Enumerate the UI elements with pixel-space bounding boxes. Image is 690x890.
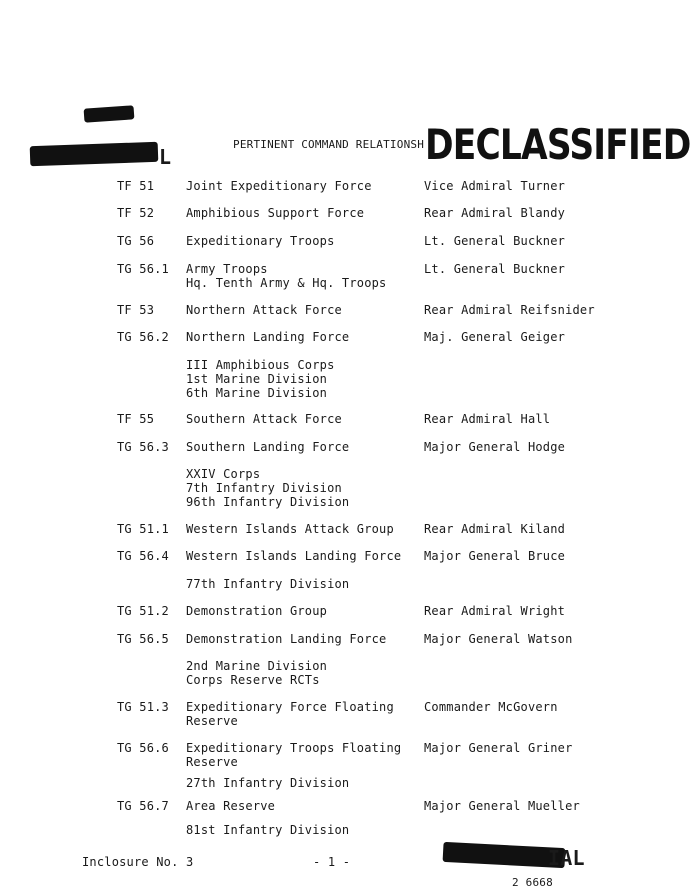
unit-name bbox=[186, 741, 401, 769]
task-code: TF 55 bbox=[117, 412, 155, 426]
unit-name bbox=[186, 206, 364, 220]
unit-line: Western Islands Landing Force bbox=[186, 549, 402, 563]
redaction-mark-top bbox=[84, 105, 135, 122]
unit-name bbox=[186, 262, 386, 290]
unit-line: Army Troops bbox=[186, 262, 268, 276]
unit-line: Demonstration Landing Force bbox=[186, 632, 387, 646]
commander-name: Rear Admiral Hall bbox=[424, 412, 551, 426]
unit-line: XXIV Corps bbox=[186, 467, 261, 481]
unit-name bbox=[186, 234, 335, 248]
task-code: TG 56.7 bbox=[117, 799, 169, 813]
unit-line: Northern Landing Force bbox=[186, 330, 350, 344]
unit-name bbox=[186, 823, 349, 837]
unit-line: Western Islands Attack Group bbox=[186, 522, 394, 536]
commander-name: Rear Admiral Kiland bbox=[424, 522, 566, 536]
unit-line: Expeditionary Troops bbox=[186, 234, 335, 248]
commander-name: Major General Griner bbox=[424, 741, 573, 755]
commander-name: Major General Bruce bbox=[424, 549, 566, 563]
unit-name bbox=[186, 330, 349, 344]
page-number: - 1 - bbox=[313, 855, 351, 869]
unit-line: 7th Infantry Division bbox=[186, 481, 342, 495]
commander-name: Rear Admiral Wright bbox=[424, 604, 566, 618]
unit-line: 81st Infantry Division bbox=[186, 823, 350, 837]
unit-line: 27th Infantry Division bbox=[186, 776, 350, 790]
unit-name bbox=[186, 440, 349, 454]
unit-name bbox=[186, 467, 349, 509]
task-code: TG 56 bbox=[117, 234, 155, 248]
unit-name bbox=[186, 776, 349, 790]
unit-name bbox=[186, 549, 401, 563]
unit-line: Southern Attack Force bbox=[186, 412, 342, 426]
task-code: TG 56.4 bbox=[117, 549, 169, 563]
task-code: TF 53 bbox=[117, 303, 155, 317]
unit-name bbox=[186, 577, 349, 591]
unit-line: Reserve bbox=[186, 755, 238, 769]
commander-name: Major General Mueller bbox=[424, 799, 580, 813]
unit-line: 1st Marine Division bbox=[186, 372, 328, 386]
inclosure-label: Inclosure No. 3 bbox=[82, 855, 194, 869]
unit-line: 77th Infantry Division bbox=[186, 577, 350, 591]
redaction-mark-classification-top bbox=[30, 142, 159, 166]
commander-name: Commander McGovern bbox=[424, 700, 558, 714]
task-code: TG 56.1 bbox=[117, 262, 169, 276]
commander-name: Rear Admiral Blandy bbox=[424, 206, 566, 220]
unit-line: 96th Infantry Division bbox=[186, 495, 350, 509]
unit-line: Expeditionary Troops Floating bbox=[186, 741, 402, 755]
task-code: TF 52 bbox=[117, 206, 155, 220]
commander-name: Major General Watson bbox=[424, 632, 573, 646]
unit-line: Area Reserve bbox=[186, 799, 276, 813]
unit-name bbox=[186, 604, 327, 618]
unit-line: 2nd Marine Division bbox=[186, 659, 328, 673]
unit-name bbox=[186, 700, 394, 728]
unit-line: III Amphibious Corps bbox=[186, 358, 335, 372]
unit-name bbox=[186, 799, 275, 813]
task-code: TG 51.1 bbox=[117, 522, 169, 536]
declassified-stamp: DECLASSIFIED bbox=[425, 120, 690, 169]
unit-line: Demonstration Group bbox=[186, 604, 328, 618]
classification-bottom-residue: IAL bbox=[548, 846, 585, 870]
task-code: TG 56.6 bbox=[117, 741, 169, 755]
commander-name: Rear Admiral Reifsnider bbox=[424, 303, 595, 317]
unit-line: Hq. Tenth Army & Hq. Troops bbox=[186, 276, 387, 290]
task-code: TG 51.2 bbox=[117, 604, 169, 618]
unit-line: Amphibious Support Force bbox=[186, 206, 365, 220]
task-code: TF 51 bbox=[117, 179, 155, 193]
unit-line: Joint Expeditionary Force bbox=[186, 179, 372, 193]
task-code: TG 51.3 bbox=[117, 700, 169, 714]
task-code: TG 56.5 bbox=[117, 632, 169, 646]
commander-name: Lt. General Buckner bbox=[424, 234, 566, 248]
unit-name bbox=[186, 412, 342, 426]
document-number: 2 6668 bbox=[512, 876, 553, 889]
unit-line: Corps Reserve RCTs bbox=[186, 673, 320, 687]
unit-line: Reserve bbox=[186, 714, 238, 728]
unit-name bbox=[186, 659, 327, 687]
unit-line: Southern Landing Force bbox=[186, 440, 350, 454]
commander-name: Vice Admiral Turner bbox=[424, 179, 566, 193]
task-code: TG 56.2 bbox=[117, 330, 169, 344]
unit-name bbox=[186, 303, 342, 317]
commander-name: Maj. General Geiger bbox=[424, 330, 566, 344]
unit-name bbox=[186, 632, 386, 646]
unit-name bbox=[186, 358, 335, 400]
unit-line: Expeditionary Force Floating bbox=[186, 700, 394, 714]
classification-top-residue: L bbox=[159, 145, 172, 169]
task-code: TG 56.3 bbox=[117, 440, 169, 454]
unit-line: 6th Marine Division bbox=[186, 386, 328, 400]
unit-name bbox=[186, 179, 372, 193]
redaction-mark-classification-bottom bbox=[443, 842, 566, 868]
unit-line: Northern Attack Force bbox=[186, 303, 342, 317]
page-title: PERTINENT COMMAND RELATIONSH bbox=[233, 138, 425, 151]
commander-name: Lt. General Buckner bbox=[424, 262, 566, 276]
unit-name bbox=[186, 522, 394, 536]
commander-name: Major General Hodge bbox=[424, 440, 566, 454]
